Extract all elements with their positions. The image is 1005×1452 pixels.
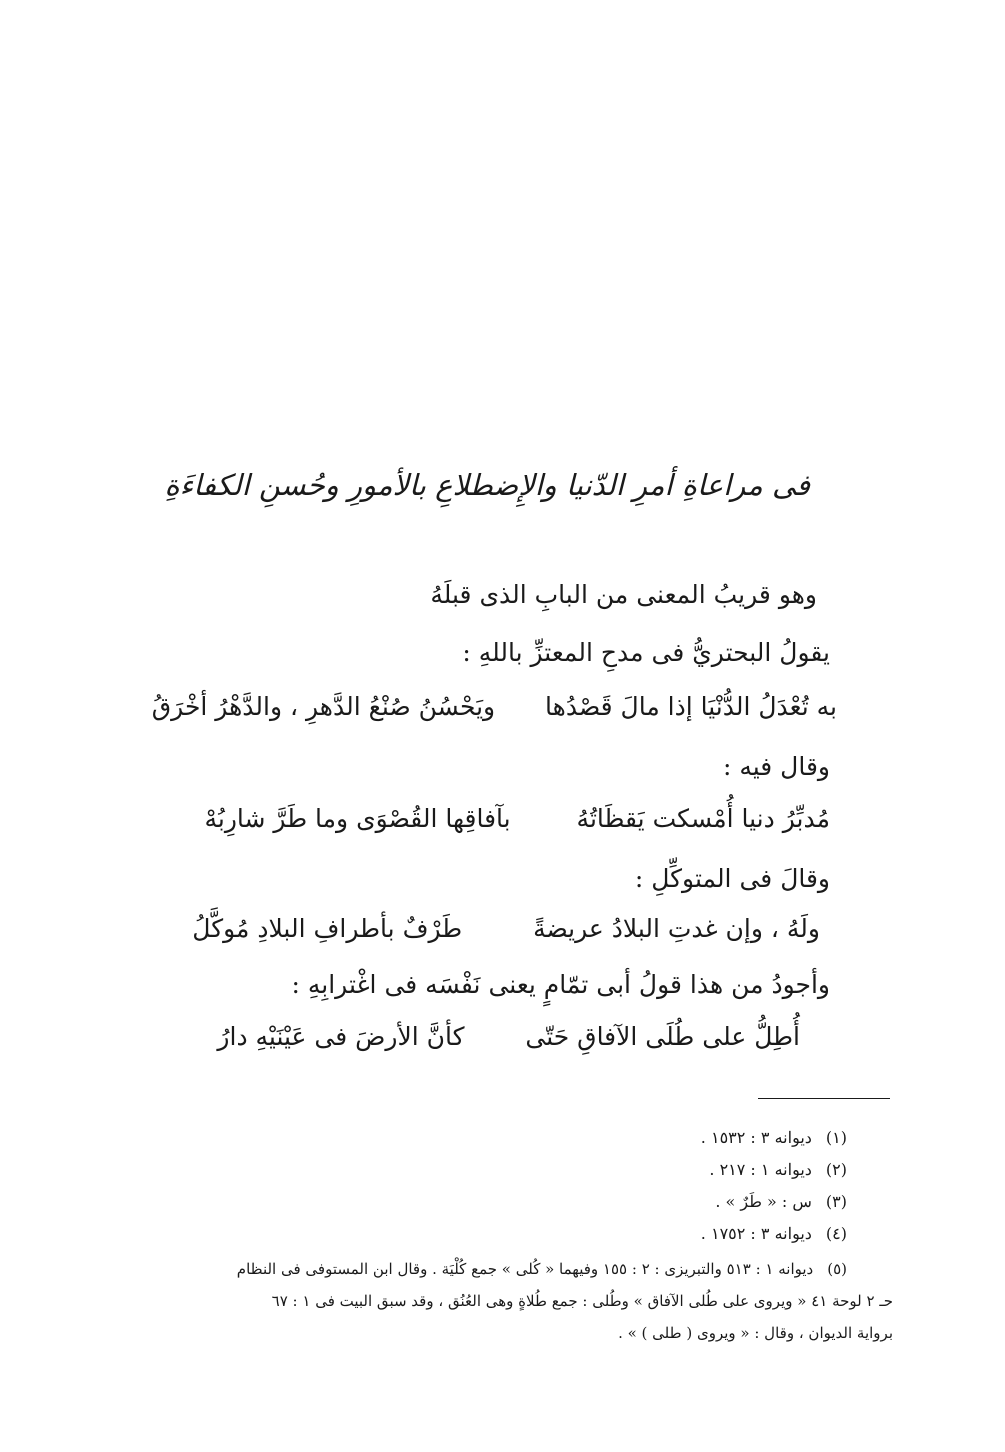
- verse-1-first-hemistich: به تُعْدَلُ الدُّنْيَا إذا مالَ قَصْدُها: [545, 692, 837, 721]
- chapter-title: فى مراعاةِ أمرِ الدّنيا والإِضطلاعِ بالأمورِ وحُسنِ الكفاءَةِ: [164, 468, 810, 502]
- footnote-text: ديوانه ٣ : ١٧٥٢ .: [700, 1224, 812, 1243]
- verse-3-first-hemistich: ولَهُ ، وإن غدتِ البلادُ عريضةً: [533, 914, 820, 943]
- verse-1-second-hemistich: ويَحْسُنُ صُنْعُ الدَّهرِ ، والدَّهْرُ أخْرَقُ: [151, 692, 496, 721]
- footnote-5-continuation-2: برواية الديوان ، وقال : « ويروى ( طلى ) » .: [618, 1324, 893, 1342]
- footnote-text: س : « طَرٌ » .: [715, 1192, 812, 1211]
- footnote-text: ديوانه ١ : ٥١٣ والتبريزى : ٢ : ١٥٥ وفيهما « كُلى » جمع كُلْيَة . وقال ابن المستوفى فى النظام: [236, 1260, 814, 1278]
- verse-2: [204, 804, 830, 833]
- attribution-line-buhturi: يقولُ البحتريُّ فى مدحِ المعتزِّ باللهِ :: [462, 638, 830, 667]
- footnote-3: [715, 1192, 847, 1211]
- footnote-number: (٤): [825, 1224, 847, 1243]
- footnote-number: (٣): [825, 1192, 847, 1211]
- verse-3-second-hemistich: طَرْفٌ بأطرافِ البلادِ مُوكَّلُ: [192, 914, 463, 943]
- footnote-divider: [758, 1098, 890, 1099]
- footnote-number: (٢): [825, 1160, 847, 1179]
- footnote-2: [709, 1160, 847, 1179]
- verse-1: [152, 692, 837, 721]
- verse-2-second-hemistich: بآفاقِها القُصْوَى وما طَرَّ شارِبُهْ: [204, 804, 511, 833]
- verse-4-first-hemistich: أُطِلُّ على طُلَى الآفاقِ حَتّى: [525, 1022, 800, 1051]
- footnote-1: [701, 1128, 847, 1147]
- footnote-number: (١): [825, 1128, 847, 1147]
- verse-2-first-hemistich: مُدبِّرُ دنيا أُمْسكت يَقظَاتُهُ: [576, 804, 830, 833]
- attribution-line-2: وقال فيه :: [722, 752, 830, 781]
- footnote-text: ديوانه ١ : ٢١٧ .: [709, 1160, 812, 1179]
- attribution-line-abu-tammam: وأجودُ من هذا قولُ أبى تمّامٍ يعنى نَفْسَه فى اغْترابِهِ :: [291, 970, 830, 999]
- footnote-4: [701, 1224, 847, 1243]
- footnote-text: ديوانه ٣ : ١٥٣٢ .: [700, 1128, 812, 1147]
- footnote-5: [237, 1260, 847, 1278]
- footnote-number: (٥): [827, 1260, 847, 1278]
- footnote-5-continuation-1: حـ ٢ لوحة ٤١ « ويروى على طُلى الآفاق » وطُلى : جمع طُلاةٍ وهى العُنُق ، وقد سبق البيت فى ١ : ٦٧: [271, 1292, 893, 1310]
- verse-4-second-hemistich: كأنَّ الأرضَ فى عَيْنَيْهِ دارُ: [217, 1022, 465, 1051]
- attribution-line-mutawakkil: وقالَ فى المتوكِّلِ :: [634, 864, 830, 893]
- verse-4: [217, 1022, 800, 1051]
- intro-line: وهو قريبُ المعنى من البابِ الذى قبلَهُ: [430, 580, 817, 609]
- verse-3: [192, 914, 820, 943]
